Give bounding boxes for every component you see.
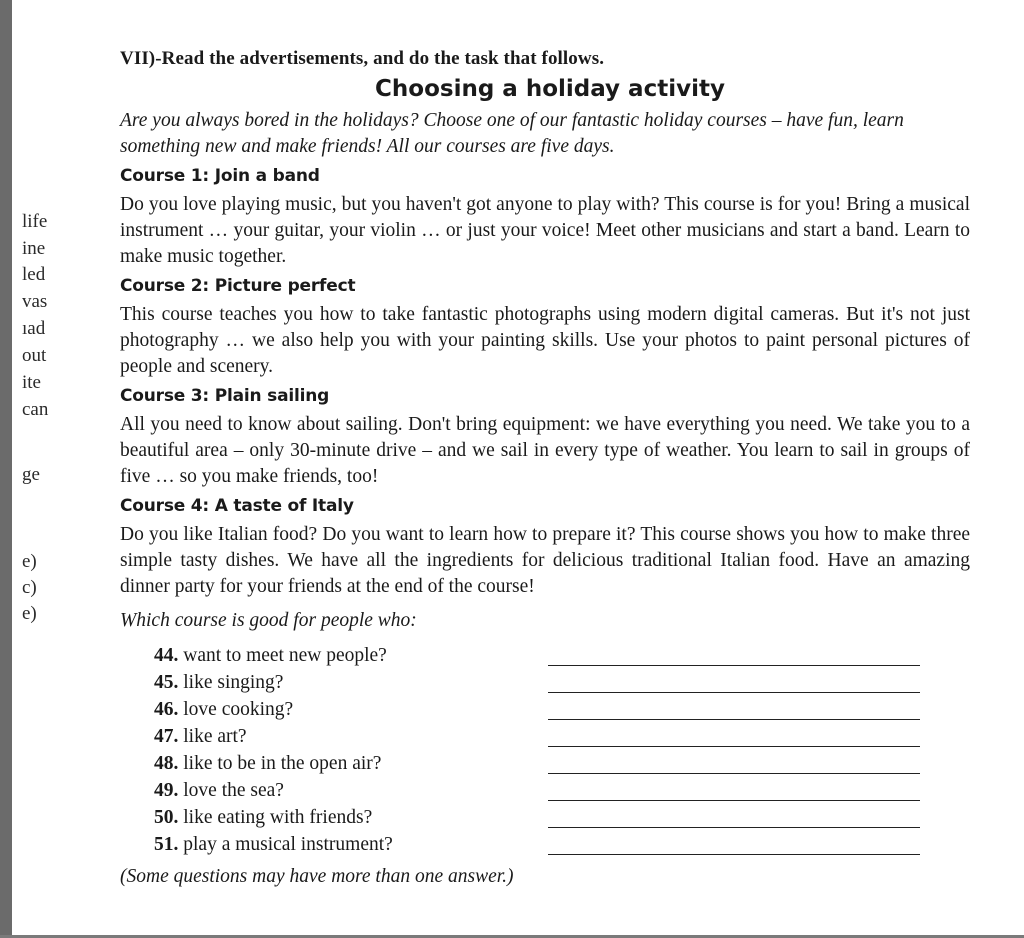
course-heading: Course 1: Join a band xyxy=(120,166,320,186)
question-item xyxy=(154,748,970,775)
question-text: like singing? xyxy=(183,672,284,693)
course-block xyxy=(120,386,970,490)
course-description: Do you love playing music, but you haven't got anyone to play with? This course is for you! Bring a musical instrument … your guitar, your violin … or just your voice! Meet other musicians and start a band. Learn to make music together. xyxy=(120,194,970,267)
margin-fragment: vas xyxy=(22,291,48,312)
course-heading: Course 3: Plain sailing xyxy=(120,386,330,406)
margin-fragment: c) xyxy=(22,577,37,598)
course-block xyxy=(120,276,970,380)
question-number: 49. xyxy=(154,780,179,801)
question-text: like art? xyxy=(183,726,247,747)
margin-fragment: e) xyxy=(22,551,37,572)
section-title: VII)-Read the advertisements, and do the task that follows. xyxy=(120,48,605,69)
footnote: (Some questions may have more than one answer.) xyxy=(120,866,514,887)
question-list xyxy=(120,640,970,856)
question-number: 45. xyxy=(154,672,179,693)
course-block xyxy=(120,166,970,270)
question-intro: Which course is good for people who: xyxy=(120,610,417,631)
question-number: 48. xyxy=(154,753,179,774)
margin-fragment: out xyxy=(22,345,47,366)
question-number: 46. xyxy=(154,699,179,720)
margin-fragment: ine xyxy=(22,238,46,259)
answer-blank[interactable] xyxy=(548,691,920,693)
question-text: want to meet new people? xyxy=(183,645,387,666)
margin-fragment: led xyxy=(22,264,46,285)
intro-paragraph: Are you always bored in the holidays? Choose one of our fantastic holiday courses – have fun, learn something new and make friends! All our courses are five days. xyxy=(120,110,904,157)
question-item xyxy=(154,694,970,721)
worksheet-page xyxy=(120,48,970,888)
answer-blank[interactable] xyxy=(548,745,920,747)
answer-blank[interactable] xyxy=(548,664,920,666)
question-number: 47. xyxy=(154,726,179,747)
question-item xyxy=(154,667,970,694)
question-text: like to be in the open air? xyxy=(183,753,382,774)
course-heading: Course 4: A taste of Italy xyxy=(120,496,354,516)
question-number: 44. xyxy=(154,645,179,666)
course-heading: Course 2: Picture perfect xyxy=(120,276,356,296)
answer-blank[interactable] xyxy=(548,853,920,855)
margin-fragment: ge xyxy=(22,464,40,485)
answer-blank[interactable] xyxy=(548,718,920,720)
question-text: love cooking? xyxy=(183,699,294,720)
question-item xyxy=(154,775,970,802)
margin-fragment: ıad xyxy=(22,318,46,339)
answer-blank[interactable] xyxy=(548,826,920,828)
question-item xyxy=(154,721,970,748)
question-number: 50. xyxy=(154,807,179,828)
margin-fragment: life xyxy=(22,211,48,232)
margin-fragment: e) xyxy=(22,603,37,624)
course-description: This course teaches you how to take fantastic photographs using modern digital cameras. But it's not just photography … we also help you with your painting skills. Use your photos to paint personal pictures of people and scenery. xyxy=(120,304,970,377)
answer-blank[interactable] xyxy=(548,772,920,774)
question-item xyxy=(154,640,970,667)
margin-fragment: can xyxy=(22,399,49,420)
main-title: Choosing a holiday activity xyxy=(375,76,725,102)
course-block xyxy=(120,496,970,600)
question-text: love the sea? xyxy=(183,780,284,801)
question-text: like eating with friends? xyxy=(183,807,373,828)
page-edge-shadow xyxy=(0,0,12,938)
question-item xyxy=(154,802,970,829)
question-item xyxy=(154,829,970,856)
question-text: play a musical instrument? xyxy=(183,834,393,855)
course-description: Do you like Italian food? Do you want to learn how to prepare it? This course shows you how to make three simple tasty dishes. We have all the ingredients for delicious traditional Italian food. Have an amazing dinner party for your friends at the end of the course! xyxy=(120,524,970,597)
question-number: 51. xyxy=(154,834,179,855)
course-description: All you need to know about sailing. Don't bring equipment: we have everything you need. We take you to a beautiful area – only 30-minute drive – and we sail in every type of weather. You learn to sail in groups of five … so you make friends, too! xyxy=(120,414,970,487)
answer-blank[interactable] xyxy=(548,799,920,801)
margin-fragment: ite xyxy=(22,372,41,393)
